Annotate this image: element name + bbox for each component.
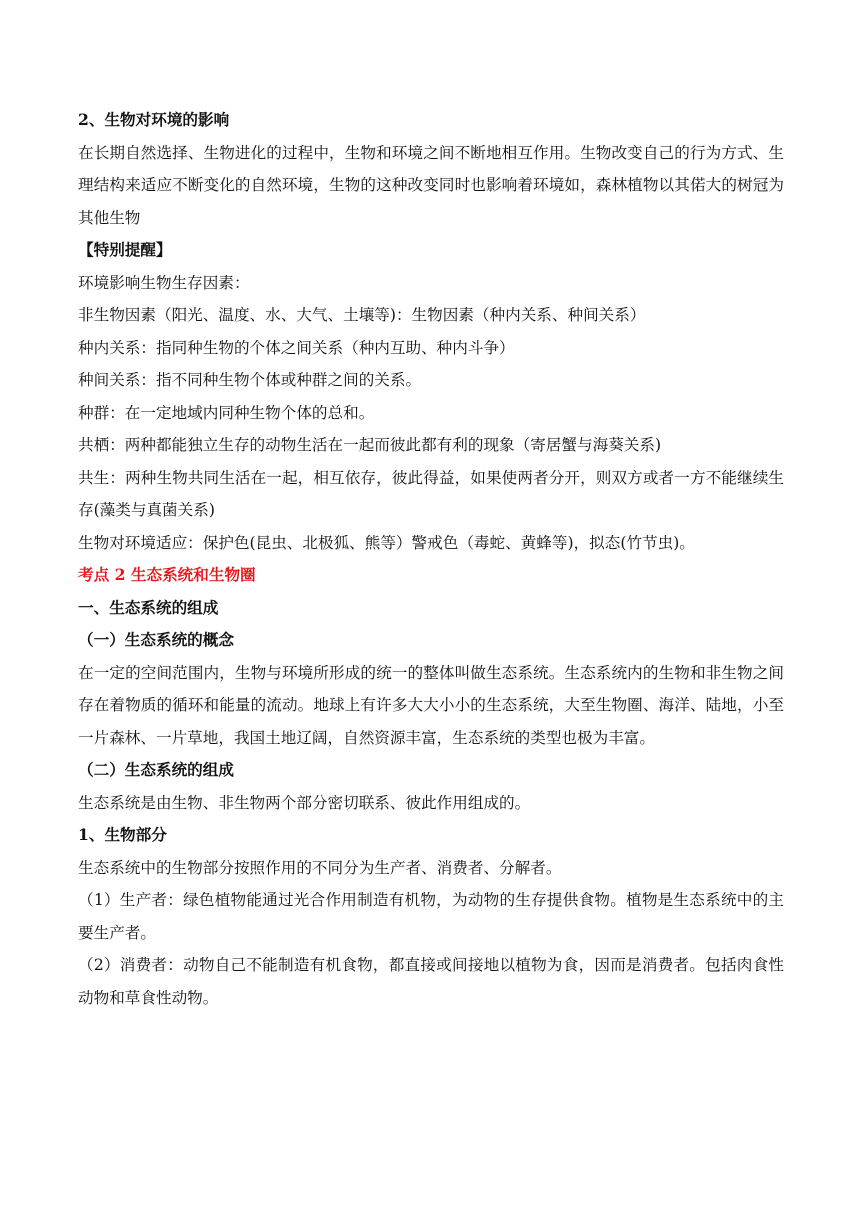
paragraph-population: 种群：在一定地域内同种生物个体的总和。 bbox=[78, 403, 375, 422]
paragraph-biotic-roles: 生态系统中的生物部分按照作用的不同分为生产者、消费者、分解者。 bbox=[78, 858, 562, 877]
paragraph-intraspecific: 种内关系：指同种生物的个体之间关系（种内互助、种内斗争） bbox=[78, 338, 515, 357]
document-body bbox=[78, 104, 784, 1014]
paragraph-env-factors-intro: 环境影响生物生存因素： bbox=[78, 273, 250, 292]
paragraph-symbiosis: 共生：两种生物共同生活在一起，相互依存，彼此得益，如果使两者分开，则双方或者一方不能继续生存(藻类与真菌关系) bbox=[78, 468, 784, 519]
paragraph-interspecific: 种间关系：指不同种生物个体或种群之间的关系。 bbox=[78, 371, 422, 389]
section-heading-biotic-part: 1、生物部分 bbox=[78, 825, 167, 844]
paragraph-consumers: （2）消费者：动物自己不能制造有机食物，都直接或间接地以植物为食，因而是消费者。包括肉食性动物和草食性动物。 bbox=[78, 956, 784, 1007]
section-heading-ecosystem-composition: 一、生态系统的组成 bbox=[78, 597, 219, 617]
paragraph-abiotic-biotic: 非生物因素（阳光、温度、水、大气、土壤等)：生物因素（种内关系、种间关系） bbox=[78, 306, 646, 324]
paragraph-ecosystem-concept: 在一定的空间范围内，生物与环境所形成的统一的整体叫做生态系统。生态系统内的生物和非生物之间存在着物质的循环和能量的流动。地球上有许多大大小小的生态系统，大至生物圈、海洋、陆地，小至一片森林、一片草地，我国土地辽阔，自然资源丰富，生态系统的类型也极为丰富。 bbox=[78, 663, 784, 747]
paragraph-composition: 生态系统是由生物、非生物两个部分密切联系、彼此作用组成的。 bbox=[78, 793, 531, 812]
paragraph-biology-effect: 在长期自然选择、生物进化的过程中，生物和环境之间不断地相互作用。生物改变自己的行为方式、生理结构来适应不断变化的自然环境，生物的这种改变同时也影响着环境如，森林植物以其偌大的树冠为其他生物 bbox=[78, 143, 784, 227]
special-reminder-heading: 【特别提醒】 bbox=[78, 240, 172, 259]
paragraph-commensalism: 共栖：两种都能独立生存的动物生活在一起而彼此都有利的现象（寄居蟹与海葵关系) bbox=[78, 436, 662, 454]
topic-heading-ecosystem: 考点 2 生态系统和生物圈 bbox=[78, 565, 256, 584]
section-heading-biology-effect: 2、生物对环境的影响 bbox=[78, 110, 230, 129]
paragraph-adaptation: 生物对环境适应：保护色(昆虫、北极狐、熊等）警戒色（毒蛇、黄蜂等)，拟态(竹节虫)。 bbox=[78, 533, 695, 552]
paragraph-producers: （1）生产者：绿色植物能通过光合作用制造有机物，为动物的生存提供食物。植物是生态系统中的主要生产者。 bbox=[78, 891, 784, 942]
subsection-heading-concept: （一）生态系统的概念 bbox=[78, 630, 234, 649]
subsection-heading-composition: （二）生态系统的组成 bbox=[78, 760, 234, 779]
